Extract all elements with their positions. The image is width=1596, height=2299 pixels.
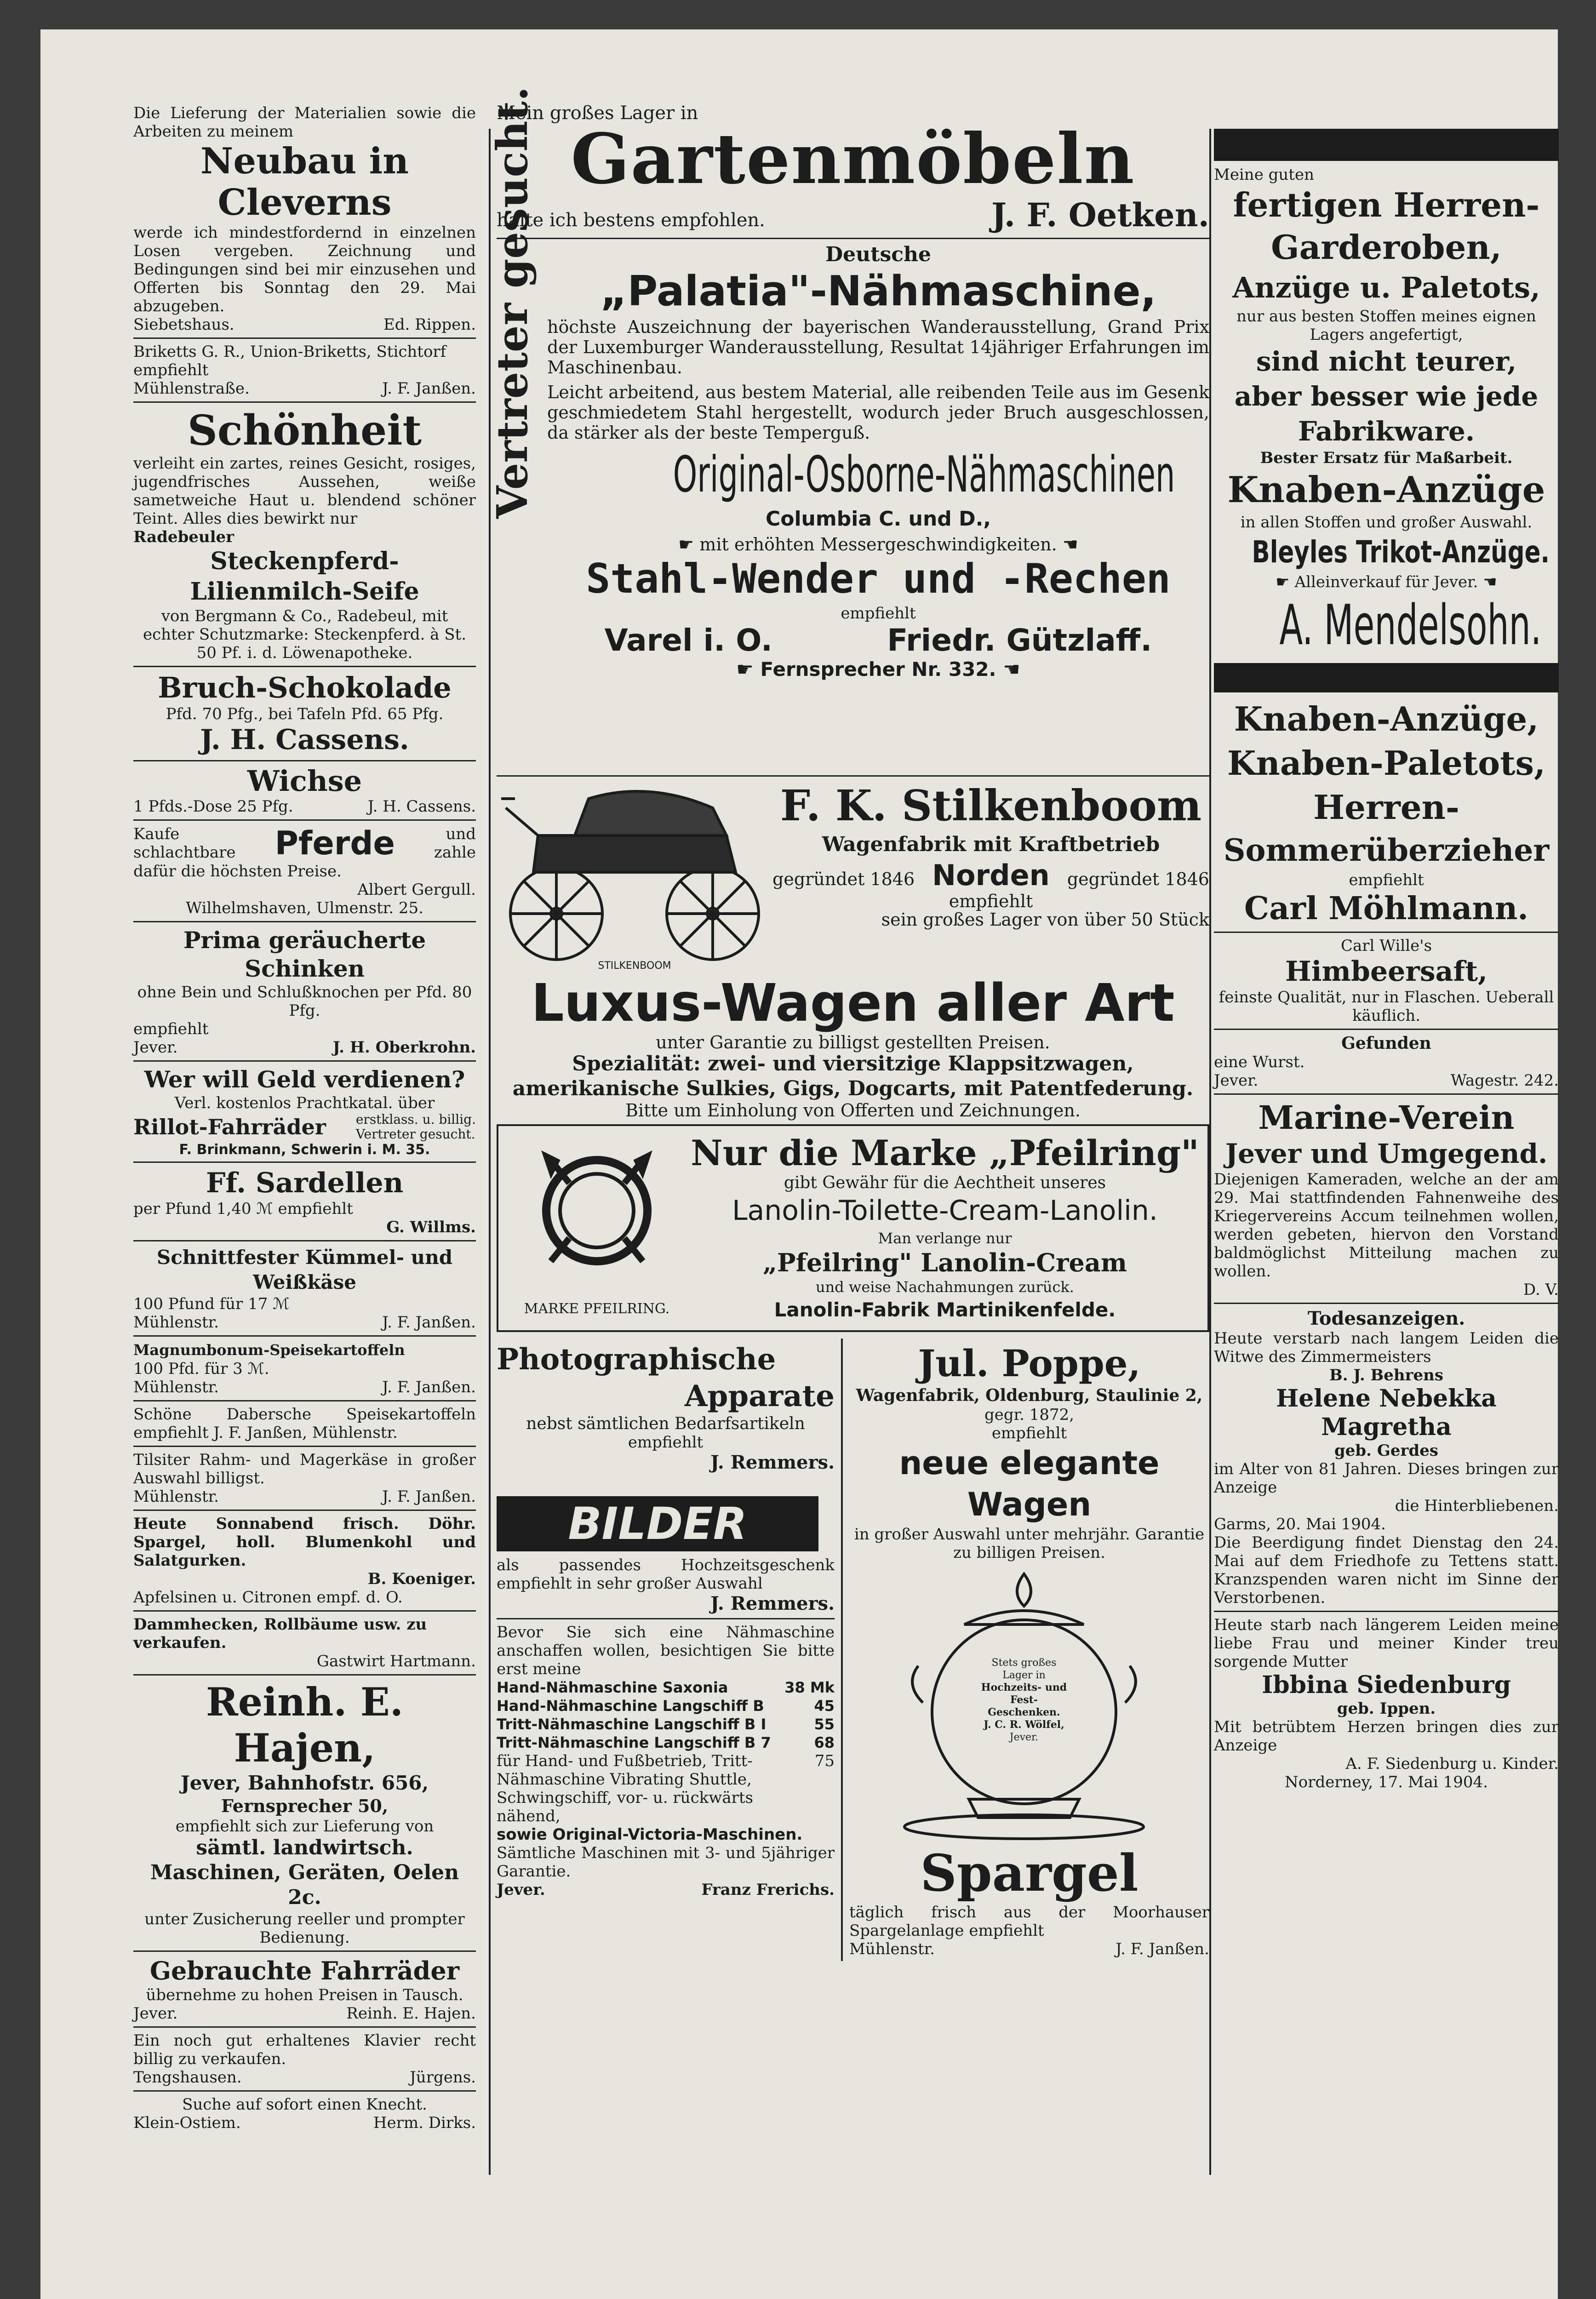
spargel-extra: Apfelsinen u. Citronen empf. d. O. xyxy=(133,1588,403,1607)
photo-name: J. Remmers. xyxy=(710,1452,835,1473)
kartoffeln-heading: Magnumbonum-Speisekartoffeln xyxy=(133,1341,405,1359)
ad-stilkenboom xyxy=(497,780,1209,1120)
hand-pointer-icon: ☛ xyxy=(736,658,761,681)
ad-schinken xyxy=(133,926,476,1057)
divider xyxy=(133,1610,476,1612)
divider xyxy=(133,1060,476,1062)
pferde-name: Albert Gergull. xyxy=(357,881,476,899)
pferde-post1: und xyxy=(446,825,476,843)
neubau-name: Ed. Rippen. xyxy=(383,315,476,334)
ad-knecht xyxy=(133,2095,476,2132)
schinken-name: J. H. Oberkrohn. xyxy=(332,1038,476,1057)
ad-pferde xyxy=(133,824,476,917)
woelfel-l4: Geschenken. xyxy=(988,1706,1060,1718)
todes-a2-heading: Ibbina Siedenburg xyxy=(1262,1671,1511,1699)
stilkenboom-heading: F. K. Stilkenboom xyxy=(780,781,1202,830)
pferde-address: Wilhelmshaven, Ulmenstr. 25. xyxy=(186,899,423,917)
hajen-body1: empfiehlt sich zur Lieferung von xyxy=(175,1817,434,1836)
spargel-text: Heute Sonnabend frisch. Döhr. Spargel, holl. Blumenkohl und Salatgurken. xyxy=(133,1515,476,1570)
spargel2-place: Mühlenstr. xyxy=(849,1940,935,1958)
woelfel-l3: Hochzeits- und Fest- xyxy=(981,1681,1067,1706)
marine-head2: Jever und Umgegend. xyxy=(1225,1138,1548,1169)
schokolade-heading: Bruch-Schokolade xyxy=(158,671,452,704)
sardellen-price: per Pfund 1,40 ℳ empfiehlt xyxy=(133,1200,353,1218)
geld-address: F. Brinkmann, Schwerin i. M. 35. xyxy=(179,1142,430,1158)
machine-price: 38 Mk xyxy=(784,1679,835,1696)
todes-a2-sign: A. F. Siedenburg u. Kinder. xyxy=(1345,1755,1559,1773)
bilder-name: J. Remmers. xyxy=(710,1593,835,1614)
ad-marine xyxy=(1214,1098,1559,1299)
moehlmann-l2: Knaben-Paletots, xyxy=(1227,743,1546,783)
schokolade-price: Pfd. 70 Pfg., bei Tafeln Pfd. 65 Pfg. xyxy=(166,705,444,723)
machine-name: Tritt-Nähmaschine Langschiff B I xyxy=(497,1716,767,1733)
divider xyxy=(133,819,476,821)
ad-woelfel xyxy=(849,1565,1209,1841)
moehlmann-l1: Knaben-Anzüge, xyxy=(1234,699,1539,738)
mendelsohn-knaben: Knaben-Anzüge xyxy=(1227,469,1545,511)
hajen-body2: sämtl. landwirtsch. Maschinen, Geräten, Oelen 2c. xyxy=(150,1836,459,1909)
column-right xyxy=(1214,101,1559,1794)
osborne-heading: Original-Osborne-Nähmaschinen xyxy=(673,446,1175,503)
ad-naehmaschine xyxy=(497,1623,835,1899)
hajen-heading: Reinh. E. Hajen, xyxy=(206,1679,404,1771)
hand-pointer-icon: ☚ xyxy=(996,658,1020,681)
schoenheit-heading: Schönheit xyxy=(187,406,422,455)
todes-a1-heading: Helene Nebekka Magretha xyxy=(1276,1384,1497,1441)
woelfel-l2: Lager in xyxy=(1002,1670,1046,1681)
divider xyxy=(133,666,476,667)
stilkenboom-guarantee: unter Garantie zu billigst gestellten Preisen. xyxy=(656,1032,1050,1052)
ad-geld xyxy=(133,1065,476,1158)
knecht-place: Klein-Ostiem. xyxy=(133,2114,241,2132)
speed-line xyxy=(547,535,1209,554)
dammhecken-text: Dammhecken, Rollbäume usw. zu verkaufen. xyxy=(133,1615,427,1652)
dammhecken-name: Gastwirt Hartmann. xyxy=(316,1652,476,1670)
gefunden-body: eine Wurst. xyxy=(1214,1053,1305,1071)
vertreter-vertical: Vertreter gesucht. xyxy=(487,86,537,519)
palatia-town: Varel i. O. xyxy=(604,623,772,658)
carriage-label: STILKENBOOM xyxy=(598,960,671,972)
machine-price: 45 xyxy=(814,1697,835,1715)
geld-body: Verl. kostenlos Prachtkatal. über xyxy=(174,1094,435,1112)
neubau-place: Siebetshaus. xyxy=(133,315,235,334)
himbeer-heading: Himbeersaft, xyxy=(1285,955,1487,988)
divider xyxy=(133,1240,476,1241)
pferde-pre1: Kaufe xyxy=(133,825,180,843)
hand-pointer-icon: ☚ xyxy=(1057,534,1078,555)
briketts-text: Briketts G. R., Union-Briketts, Stichtorf empfiehlt xyxy=(133,343,446,379)
schoenheit-maker: von Bergmann & Co., Radebeul, mit echter Schutzmarke: Steckenpferd. à St. 50 Pf. i. d. Löwenapotheke. xyxy=(143,607,467,662)
palatia-pre: Deutsche xyxy=(825,243,931,266)
hajen-body3: unter Zusicherung reeller und prompter Bedienung. xyxy=(144,1910,465,1947)
pfeilring-name: „Pfeilring" Lanolin-Cream xyxy=(762,1248,1127,1277)
wichse-heading: Wichse xyxy=(247,764,362,798)
todes-a1: Heute verstarb nach langem Leiden die Witwe des Zimmermeisters xyxy=(1214,1329,1559,1366)
geld-heading: Wer will Geld verdienen? xyxy=(144,1066,465,1093)
photo-sub: nebst sämtlichen Bedarfsartikeln xyxy=(526,1414,805,1433)
pferde-heading: Pferde xyxy=(275,824,395,862)
divider xyxy=(133,1400,476,1401)
gartenmoebel-post: halte ich bestens empfohlen. xyxy=(497,210,765,231)
todes-a2-date: Norderney, 17. Mai 1904. xyxy=(1285,1773,1488,1791)
schoenheit-product: Steckenpferd-Lilienmilch-Seife xyxy=(190,547,419,606)
gefunden-place: Jever. xyxy=(1214,1071,1258,1090)
knecht-text: Suche auf sofort einen Knecht. xyxy=(182,2095,427,2114)
column-middle xyxy=(487,86,1209,1961)
neubau-body: werde ich mindestfordernd in einzelnen Losen vergeben. Zeichnung und Bedingungen sind bei mir einzusehen und Offerten bis Sonntag den 29. Mai abzugeben. xyxy=(133,223,476,315)
mendelsohn-head2: Garderoben, xyxy=(1271,228,1502,267)
kartoffeln-price: 100 Pfd. für 3 ℳ. xyxy=(133,1360,269,1378)
naehmaschine-guarantee: Sämtliche Maschinen mit 3- und 5jähriger Garantie. xyxy=(497,1844,835,1881)
kaese-heading: Schnittfester Kümmel- und Weißkäse xyxy=(156,1246,453,1293)
palatia-p2: Leicht arbeitend, aus bestem Material, alle reibenden Teile aus im Gesenk geschmiedetem Stahl hergestellt, wodurch jeder Bruch ausgeschlossen, da stärker als der beste Temperguß. xyxy=(547,382,1209,443)
tilsiter-place: Mühlenstr. xyxy=(133,1487,219,1506)
spargel-name: B. Koeniger. xyxy=(367,1570,476,1588)
divider xyxy=(497,238,1209,239)
ad-gefunden xyxy=(1214,1034,1559,1090)
schinken-body: ohne Bein und Schlußknochen per Pfd. 80 Pfg. xyxy=(137,983,472,1020)
ad-bilder xyxy=(497,1496,835,1614)
pfeilring-logo-icon xyxy=(514,1132,680,1298)
divider xyxy=(133,2090,476,2092)
stilkenboom-founded: gegründet 1846 xyxy=(1067,869,1209,889)
todes-heading: Todesanzeigen. xyxy=(1307,1308,1465,1329)
ad-dammhecken xyxy=(133,1615,476,1670)
himbeer-pre: Carl Wille's xyxy=(1340,937,1432,955)
woelfel-l5: J. C. R. Wölfel, xyxy=(984,1719,1064,1731)
marine-body: Diejenigen Kameraden, welche an der am 29. Mai stattfindenden Fahnenweihe des Kriegervereins Accum teilnehmen wollen, werden gebeten, hiervon den Vorstand baldmöglichst Mitteilung machen zu wollen. xyxy=(1214,1170,1559,1281)
divider xyxy=(133,1950,476,1952)
stilkenboom-sub: Wagenfabrik mit Kraftbetrieb xyxy=(822,833,1160,856)
todes-a2-born: geb. Ippen. xyxy=(1337,1699,1436,1718)
palatia-rec: empfiehlt xyxy=(841,604,916,623)
kaese-name: J. F. Janßen. xyxy=(382,1313,476,1332)
todes-a1-body: im Alter von 81 Jahren. Dieses bringen zur Anzeige xyxy=(1214,1460,1559,1497)
machine-name: Tritt-Nähmaschine Langschiff B 7 xyxy=(497,1734,771,1751)
schokolade-name: J. H. Cassens. xyxy=(200,724,409,756)
ad-gartenmoebel xyxy=(497,104,1209,234)
machine-name: Hand-Nähmaschine Saxonia xyxy=(497,1679,728,1696)
mendelsohn-bleyle: Bleyles Trikot-Anzüge. xyxy=(1252,534,1550,570)
divider xyxy=(133,1161,476,1163)
mendelsohn-ersatz: Bester Ersatz für Maßarbeit. xyxy=(1260,449,1513,467)
column-rule xyxy=(1209,129,1211,2175)
speed-text: mit erhöhten Messergeschwindigkeiten. xyxy=(699,534,1057,555)
himbeer-body: feinste Qualität, nur in Flaschen. Ueberall käuflich. xyxy=(1218,988,1554,1025)
luxus-heading: Luxus-Wagen aller Art xyxy=(531,973,1175,1033)
tilsiter-name: J. F. Janßen. xyxy=(382,1487,476,1506)
photo-heading1: Photographische xyxy=(497,1342,776,1377)
kartoffeln-name: J. F. Janßen. xyxy=(382,1378,476,1396)
neubau-intro: Die Lieferung der Materialien sowie die Arbeiten zu meinem xyxy=(133,104,476,141)
mendelsohn-name: A. Mendelsohn. xyxy=(1279,594,1542,658)
divider xyxy=(133,2026,476,2028)
marine-head1: Marine-Verein xyxy=(1258,1098,1515,1137)
ad-kaese xyxy=(133,1245,476,1332)
stilkenboom-stock: sein großes Lager von über 50 Stück xyxy=(881,909,1209,930)
gefunden-heading: Gefunden xyxy=(1341,1034,1431,1053)
divider xyxy=(497,775,1209,777)
ad-poppe xyxy=(849,1341,1209,1562)
ad-hajen xyxy=(133,1679,476,1947)
kaese-price: 100 Pfund für 17 ℳ xyxy=(133,1295,290,1313)
hand-pointer-icon: ☛ xyxy=(678,534,700,555)
mendelsohn-b3: Fabrikware. xyxy=(1298,416,1475,447)
poppe-heading: Jul. Poppe, xyxy=(918,1342,1141,1385)
bilder-heading: BILDER xyxy=(497,1496,818,1551)
todes-a1-funeral: Die Beerdigung findet Dienstag den 24. Mai auf dem Friedhofe zu Tettens statt. Kranzspenden waren nicht im Sinne der Verstorbenen. xyxy=(1214,1533,1559,1607)
geld-brand: Rillot-Fahrräder xyxy=(133,1115,326,1139)
machine-price: 68 xyxy=(814,1734,835,1751)
palatia-p1: höchste Auszeichnung der bayerischen Wanderausstellung, Grand Prix der Luxemburger Wanderausstellung, Resultat 14jähriger Erfahrungen im Maschinenbau. xyxy=(547,317,1209,377)
pferde-post2: zahle xyxy=(434,843,476,862)
ad-mendelsohn xyxy=(1214,166,1559,660)
phone-line xyxy=(547,658,1209,681)
ad-sardellen xyxy=(133,1167,476,1236)
spargel2-heading: Spargel xyxy=(920,1843,1138,1903)
woelfel-l6: Jever. xyxy=(1009,1732,1039,1743)
palatia-phone: Fernsprecher Nr. 332. xyxy=(760,658,996,681)
ad-photo xyxy=(497,1341,835,1473)
kaese-place: Mühlenstr. xyxy=(133,1313,219,1332)
ad-briketts xyxy=(133,343,476,398)
knecht-name: Herm. Dirks. xyxy=(373,2114,476,2132)
ad-schokolade xyxy=(133,671,476,756)
ad-spargel-koeniger xyxy=(133,1515,476,1607)
mendelsohn-b2: aber besser wie jede xyxy=(1234,381,1539,412)
mendelsohn-allein: Alleinverkauf für Jever. xyxy=(1294,573,1478,591)
tilsiter-text: Tilsiter Rahm- und Magerkäse in großer Auswahl billigst. xyxy=(133,1451,476,1487)
todes-a2: Heute starb nach längerem Leiden meine liebe Frau und meiner Kinder treu sorgende Mutter xyxy=(1214,1616,1559,1671)
sardellen-heading: Ff. Sardellen xyxy=(206,1167,404,1199)
palatia-firm: Friedr. Gützlaff. xyxy=(887,623,1152,658)
ad-klavier xyxy=(133,2031,476,2087)
stilkenboom-rec: empfiehlt xyxy=(949,891,1033,911)
divider xyxy=(1214,1303,1559,1304)
schinken-heading: Prima geräucherte Schinken xyxy=(183,926,426,982)
divider xyxy=(133,1674,476,1676)
victoria-text: sowie Original-Victoria-Maschinen. xyxy=(497,1825,803,1844)
gartenmoebel-name: J. F. Oetken. xyxy=(991,196,1209,234)
pfeilring-heading: Nur die Marke „Pfeilring" xyxy=(691,1132,1199,1173)
naehmaschine-place: Jever. xyxy=(497,1881,545,1899)
briketts-name: J. F. Janßen. xyxy=(382,379,476,398)
pfeilring-logo-text: MARKE PFEILRING. xyxy=(524,1301,670,1317)
hand-pointer-icon: ☛ xyxy=(1276,573,1295,591)
naehmaschine-name: Franz Frerichs. xyxy=(701,1881,835,1899)
briketts-place: Mühlenstraße. xyxy=(133,379,250,398)
ad-moehlmann xyxy=(1214,697,1559,928)
ad-schoenheit xyxy=(133,406,476,662)
ad-kartoffeln xyxy=(133,1340,476,1396)
moehlmann-name: Carl Möhlmann. xyxy=(1244,890,1528,927)
pferde-pre2: schlachtbare xyxy=(133,843,236,862)
gartenmoebel-heading: Gartenmöbeln xyxy=(571,119,1135,200)
fahrraeder-place: Jever. xyxy=(133,2004,178,2023)
hajen-address: Jever, Bahnhofstr. 656, xyxy=(180,1772,429,1794)
columbia-line: Columbia C. und D., xyxy=(765,507,991,531)
pfeilring-sub: gibt Gewähr für die Aechtheit unseres xyxy=(784,1173,1106,1192)
spargel2-name: J. F. Janßen. xyxy=(1115,1940,1209,1958)
mendelsohn-stoffe: in allen Stoffen und großer Auswahl. xyxy=(1240,513,1533,532)
naehmaschine-intro: Bevor Sie sich eine Nähmaschine anschaffen wollen, besichtigen Sie bitte erst meine xyxy=(497,1623,835,1678)
poppe-founded: gegr. 1872, xyxy=(984,1406,1075,1424)
stilkenboom-town: Norden xyxy=(932,858,1050,892)
ad-neubau xyxy=(133,104,476,334)
carriage-illustration xyxy=(497,780,772,973)
mendelsohn-body: nur aus besten Stoffen meines eignen Lagers angefertigt, xyxy=(1236,307,1536,344)
photo-rec: empfiehlt xyxy=(628,1433,704,1452)
todes-a1-name: B. J. Behrens xyxy=(1329,1366,1444,1384)
wichse-price: 1 Pfds.-Dose 25 Pfg. xyxy=(133,797,293,816)
divider xyxy=(133,921,476,922)
poppe-big: neue elegante Wagen xyxy=(899,1444,1160,1523)
schoenheit-sub: Radebeuler xyxy=(133,528,235,546)
ad-fahrraeder xyxy=(133,1956,476,2023)
hand-pointer-icon: ☚ xyxy=(1478,573,1497,591)
todes-a1-sign: die Hinterbliebenen. xyxy=(1395,1497,1559,1515)
hajen-phone: Fernsprecher 50, xyxy=(221,1796,389,1816)
mendelsohn-pre: Meine guten xyxy=(1214,166,1314,184)
ad-pfeilring xyxy=(497,1124,1209,1332)
mendelsohn-head1: fertigen Herren- xyxy=(1233,185,1540,224)
poppe-rec: empfiehlt xyxy=(991,1424,1067,1442)
palatia-heading: „Palatia"-Nähmaschine, xyxy=(600,267,1156,315)
ad-wichse xyxy=(133,765,476,816)
black-bar xyxy=(1214,663,1559,692)
geld-side2: Vertreter gesucht. xyxy=(355,1127,475,1142)
machine-price: 55 xyxy=(814,1716,835,1733)
allein-line xyxy=(1214,573,1559,591)
stilkenboom-special: Spezialität: zwei- und viersitzige Klappsitzwagen, amerikanische Sulkies, Gigs, Dogcarts, mit Patentfederung. xyxy=(512,1052,1194,1100)
schoenheit-body: verleiht ein zartes, reines Gesicht, rosiges, jugendfrisches Aussehen, weiße sametweiche Haut u. blendend schöner Teint. Alles dies bewirkt nur xyxy=(133,454,476,528)
divider xyxy=(497,1618,835,1619)
pferde-body: dafür die höchsten Preise. xyxy=(133,862,342,881)
todes-a1-date: Garms, 20. Mai 1904. xyxy=(1214,1515,1386,1533)
fahrraeder-heading: Gebrauchte Fahrräder xyxy=(149,1956,460,1985)
bilder-body: als passendes Hochzeitsgeschenk empfiehlt in sehr großer Auswahl xyxy=(497,1556,835,1593)
wender-heading: Stahl-Wender und -Rechen xyxy=(586,555,1171,602)
klavier-text: Ein noch gut erhaltenes Klavier recht billig zu verkaufen. xyxy=(133,2031,476,2068)
wichse-name: J. H. Cassens. xyxy=(367,797,476,816)
gartenmoebel-pre: Mein großes Lager in xyxy=(497,103,698,124)
divider xyxy=(1214,1611,1559,1612)
moehlmann-l4: Sommerüberzieher xyxy=(1223,832,1550,868)
moehlmann-l3: Herren- xyxy=(1313,788,1459,827)
divider xyxy=(133,1510,476,1511)
pfeilring-reject: und weise Nachahmungen zurück. xyxy=(816,1278,1074,1296)
neubau-heading: Neubau in Cleverns xyxy=(200,140,409,223)
marine-sign: D. V. xyxy=(1523,1281,1559,1299)
gefunden-address: Wagestr. 242. xyxy=(1450,1071,1559,1090)
vibrating-price: 75 xyxy=(814,1752,835,1770)
ad-todesanzeigen xyxy=(1214,1308,1559,1791)
ad-tilsiter xyxy=(133,1451,476,1506)
klavier-name: Jürgens. xyxy=(410,2068,476,2087)
kartoffeln-place: Mühlenstr. xyxy=(133,1378,219,1396)
schinken-rec: empfiehlt xyxy=(133,1020,209,1038)
divider xyxy=(1214,1029,1559,1030)
divider xyxy=(133,337,476,339)
vibrating-text: für Hand- und Fußbetrieb, Tritt-Nähmaschine Vibrating Shuttle, Schwingschiff, vor- u. rückwärts nähend, xyxy=(497,1752,753,1825)
pfeilring-product: Lanolin-Toilette-Cream-Lanolin. xyxy=(732,1195,1158,1227)
divider xyxy=(1214,1093,1559,1095)
fahrraeder-name: Reinh. E. Hajen. xyxy=(346,2004,476,2023)
machine-name: Hand-Nähmaschine Langschiff B xyxy=(497,1697,764,1715)
ad-spargel-janssen xyxy=(849,1843,1209,1958)
divider xyxy=(133,1446,476,1447)
geld-side1: erstklass. u. billig. xyxy=(355,1112,476,1127)
todes-a2-body: Mit betrübtem Herzen bringen dies zur Anzeige xyxy=(1214,1718,1559,1755)
pfeilring-firm: Lanolin-Fabrik Martinikenfelde. xyxy=(774,1298,1116,1321)
sardellen-name: G. Willms. xyxy=(386,1218,476,1236)
divider xyxy=(1214,932,1559,933)
divider xyxy=(133,760,476,761)
klavier-place: Tengshausen. xyxy=(133,2068,242,2087)
woelfel-l1: Stets großes xyxy=(991,1657,1057,1669)
ad-himbeer xyxy=(1214,937,1559,1025)
mendelsohn-b1: sind nicht teurer, xyxy=(1256,346,1517,377)
black-bar xyxy=(1214,129,1559,161)
stilkenboom-request: Bitte um Einholung von Offerten und Zeichnungen. xyxy=(625,1100,1081,1121)
column-left xyxy=(133,101,476,2135)
poppe-body: in großer Auswahl unter mehrjähr. Garantie zu billigen Preisen. xyxy=(854,1525,1205,1562)
pfeilring-ask: Man verlange nur xyxy=(878,1230,1012,1247)
stilkenboom-founded: gegründet 1846 xyxy=(772,869,915,889)
moehlmann-rec: empfiehlt xyxy=(1349,871,1424,889)
mendelsohn-head3: Anzüge u. Paletots, xyxy=(1232,271,1540,304)
fahrraeder-body: übernehme zu hohen Preisen in Tausch. xyxy=(146,1986,463,2004)
ad-daber: Schöne Daberschе Speisekartoffeln empfiehlt J. F. Janßen, Mühlenstr. xyxy=(133,1405,476,1442)
poppe-sub: Wagenfabrik, Oldenburg, Staulinie 2, xyxy=(856,1386,1203,1405)
divider xyxy=(133,1335,476,1337)
spargel2-body: täglich frisch aus der Moorhauser Spargelanlage empfiehlt xyxy=(849,1903,1209,1940)
schinken-place: Jever. xyxy=(133,1038,178,1057)
divider xyxy=(133,401,476,403)
todes-a1-born: geb. Gerdes xyxy=(1334,1441,1438,1460)
photo-heading2: Apparate xyxy=(684,1379,835,1413)
